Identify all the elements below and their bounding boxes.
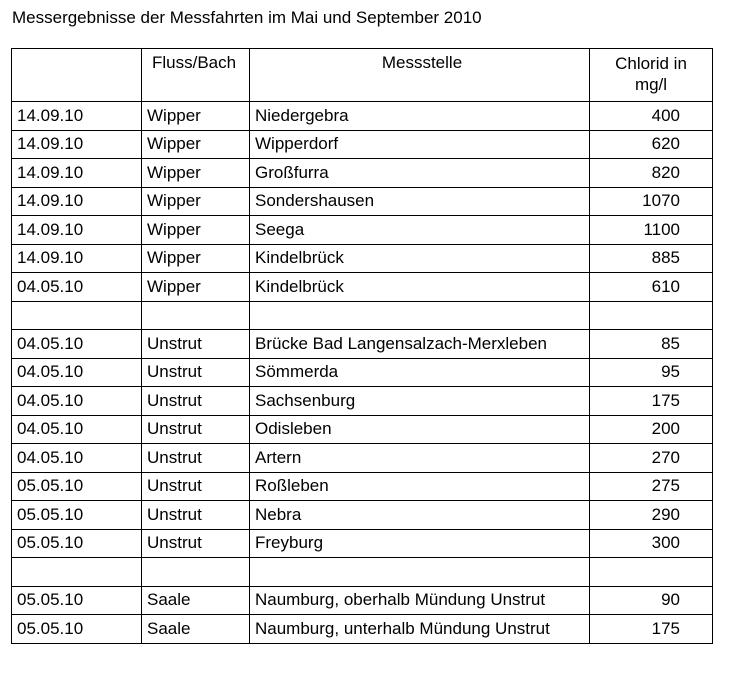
cell-station: Kindelbrück [250,273,590,302]
cell-river: Wipper [142,130,250,159]
cell-chloride: 290 [590,501,713,530]
cell-station: Nebra [250,501,590,530]
cell-chloride: 200 [590,415,713,444]
cell-date: 05.05.10 [12,529,142,558]
cell-station: Sondershausen [250,187,590,216]
cell-date: 04.05.10 [12,444,142,473]
cell-date: 04.05.10 [12,387,142,416]
table-row [12,330,713,359]
cell-station: Artern [250,444,590,473]
cell-station: Seega [250,216,590,245]
cell-date: 14.09.10 [12,216,142,245]
cell-date: 05.05.10 [12,615,142,644]
cell-chloride: 85 [590,330,713,359]
table-spacer-row [12,301,713,330]
cell-station: Kindelbrück [250,244,590,273]
cell-date: 14.09.10 [12,187,142,216]
cell-date: 04.05.10 [12,358,142,387]
cell-chloride: 270 [590,444,713,473]
cell-date: 14.09.10 [12,102,142,131]
cell-chloride: 1070 [590,187,713,216]
cell-date: 14.09.10 [12,159,142,188]
measurement-table [11,48,713,644]
cell-station: Freyburg [250,529,590,558]
cell-river: Unstrut [142,330,250,359]
cell-river: Saale [142,586,250,615]
cell-date: 05.05.10 [12,586,142,615]
cell-station [250,301,590,330]
cell-station: Großfurra [250,159,590,188]
cell-river: Unstrut [142,472,250,501]
cell-date: 05.05.10 [12,501,142,530]
cell-river: Wipper [142,216,250,245]
table-row [12,586,713,615]
table-row [12,529,713,558]
cell-date [12,558,142,587]
table-row [12,216,713,245]
cell-river: Unstrut [142,501,250,530]
cell-chloride: 275 [590,472,713,501]
table-row [12,187,713,216]
cell-station: Sachsenburg [250,387,590,416]
cell-river: Saale [142,615,250,644]
table-row [12,415,713,444]
cell-date: 05.05.10 [12,472,142,501]
table-row [12,159,713,188]
header-chloride-line1: Chlorid in [615,54,687,73]
header-station: Messstelle [250,49,590,102]
header-date [12,49,142,102]
cell-chloride: 620 [590,130,713,159]
cell-station: Brücke Bad Langensalzach-Merxleben [250,330,590,359]
cell-chloride: 610 [590,273,713,302]
table-row [12,244,713,273]
table-row [12,102,713,131]
cell-river: Unstrut [142,358,250,387]
cell-station: Roßleben [250,472,590,501]
cell-river: Wipper [142,187,250,216]
cell-river: Wipper [142,159,250,188]
table-header-row [12,49,713,102]
table-row [12,501,713,530]
cell-river: Unstrut [142,387,250,416]
cell-chloride: 95 [590,358,713,387]
cell-date: 14.09.10 [12,130,142,159]
cell-river: Unstrut [142,444,250,473]
cell-river: Unstrut [142,415,250,444]
cell-station [250,558,590,587]
page-title: Messergebnisse der Messfahrten im Mai und September 2010 [12,8,482,27]
table-row [12,444,713,473]
header-river: Fluss/Bach [142,49,250,102]
cell-chloride [590,301,713,330]
cell-station: Wipperdorf [250,130,590,159]
table-row [12,130,713,159]
cell-date: 04.05.10 [12,273,142,302]
cell-station: Sömmerda [250,358,590,387]
cell-date: 04.05.10 [12,330,142,359]
cell-station: Naumburg, unterhalb Mündung Unstrut [250,615,590,644]
table-row [12,472,713,501]
cell-river [142,558,250,587]
cell-river: Wipper [142,102,250,131]
cell-chloride: 885 [590,244,713,273]
cell-river [142,301,250,330]
table-row [12,273,713,302]
cell-station: Odisleben [250,415,590,444]
cell-river: Wipper [142,273,250,302]
cell-chloride: 175 [590,387,713,416]
cell-chloride [590,558,713,587]
header-chloride-line2: mg/l [634,75,668,94]
table-spacer-row [12,558,713,587]
cell-chloride: 820 [590,159,713,188]
cell-chloride: 1100 [590,216,713,245]
cell-chloride: 300 [590,529,713,558]
cell-chloride: 90 [590,586,713,615]
cell-date [12,301,142,330]
header-chloride [590,49,713,102]
cell-station: Niedergebra [250,102,590,131]
cell-chloride: 175 [590,615,713,644]
cell-date: 04.05.10 [12,415,142,444]
cell-station: Naumburg, oberhalb Mündung Unstrut [250,586,590,615]
cell-river: Unstrut [142,529,250,558]
table-row [12,387,713,416]
cell-date: 14.09.10 [12,244,142,273]
cell-chloride: 400 [590,102,713,131]
cell-river: Wipper [142,244,250,273]
table-row [12,358,713,387]
table-row [12,615,713,644]
